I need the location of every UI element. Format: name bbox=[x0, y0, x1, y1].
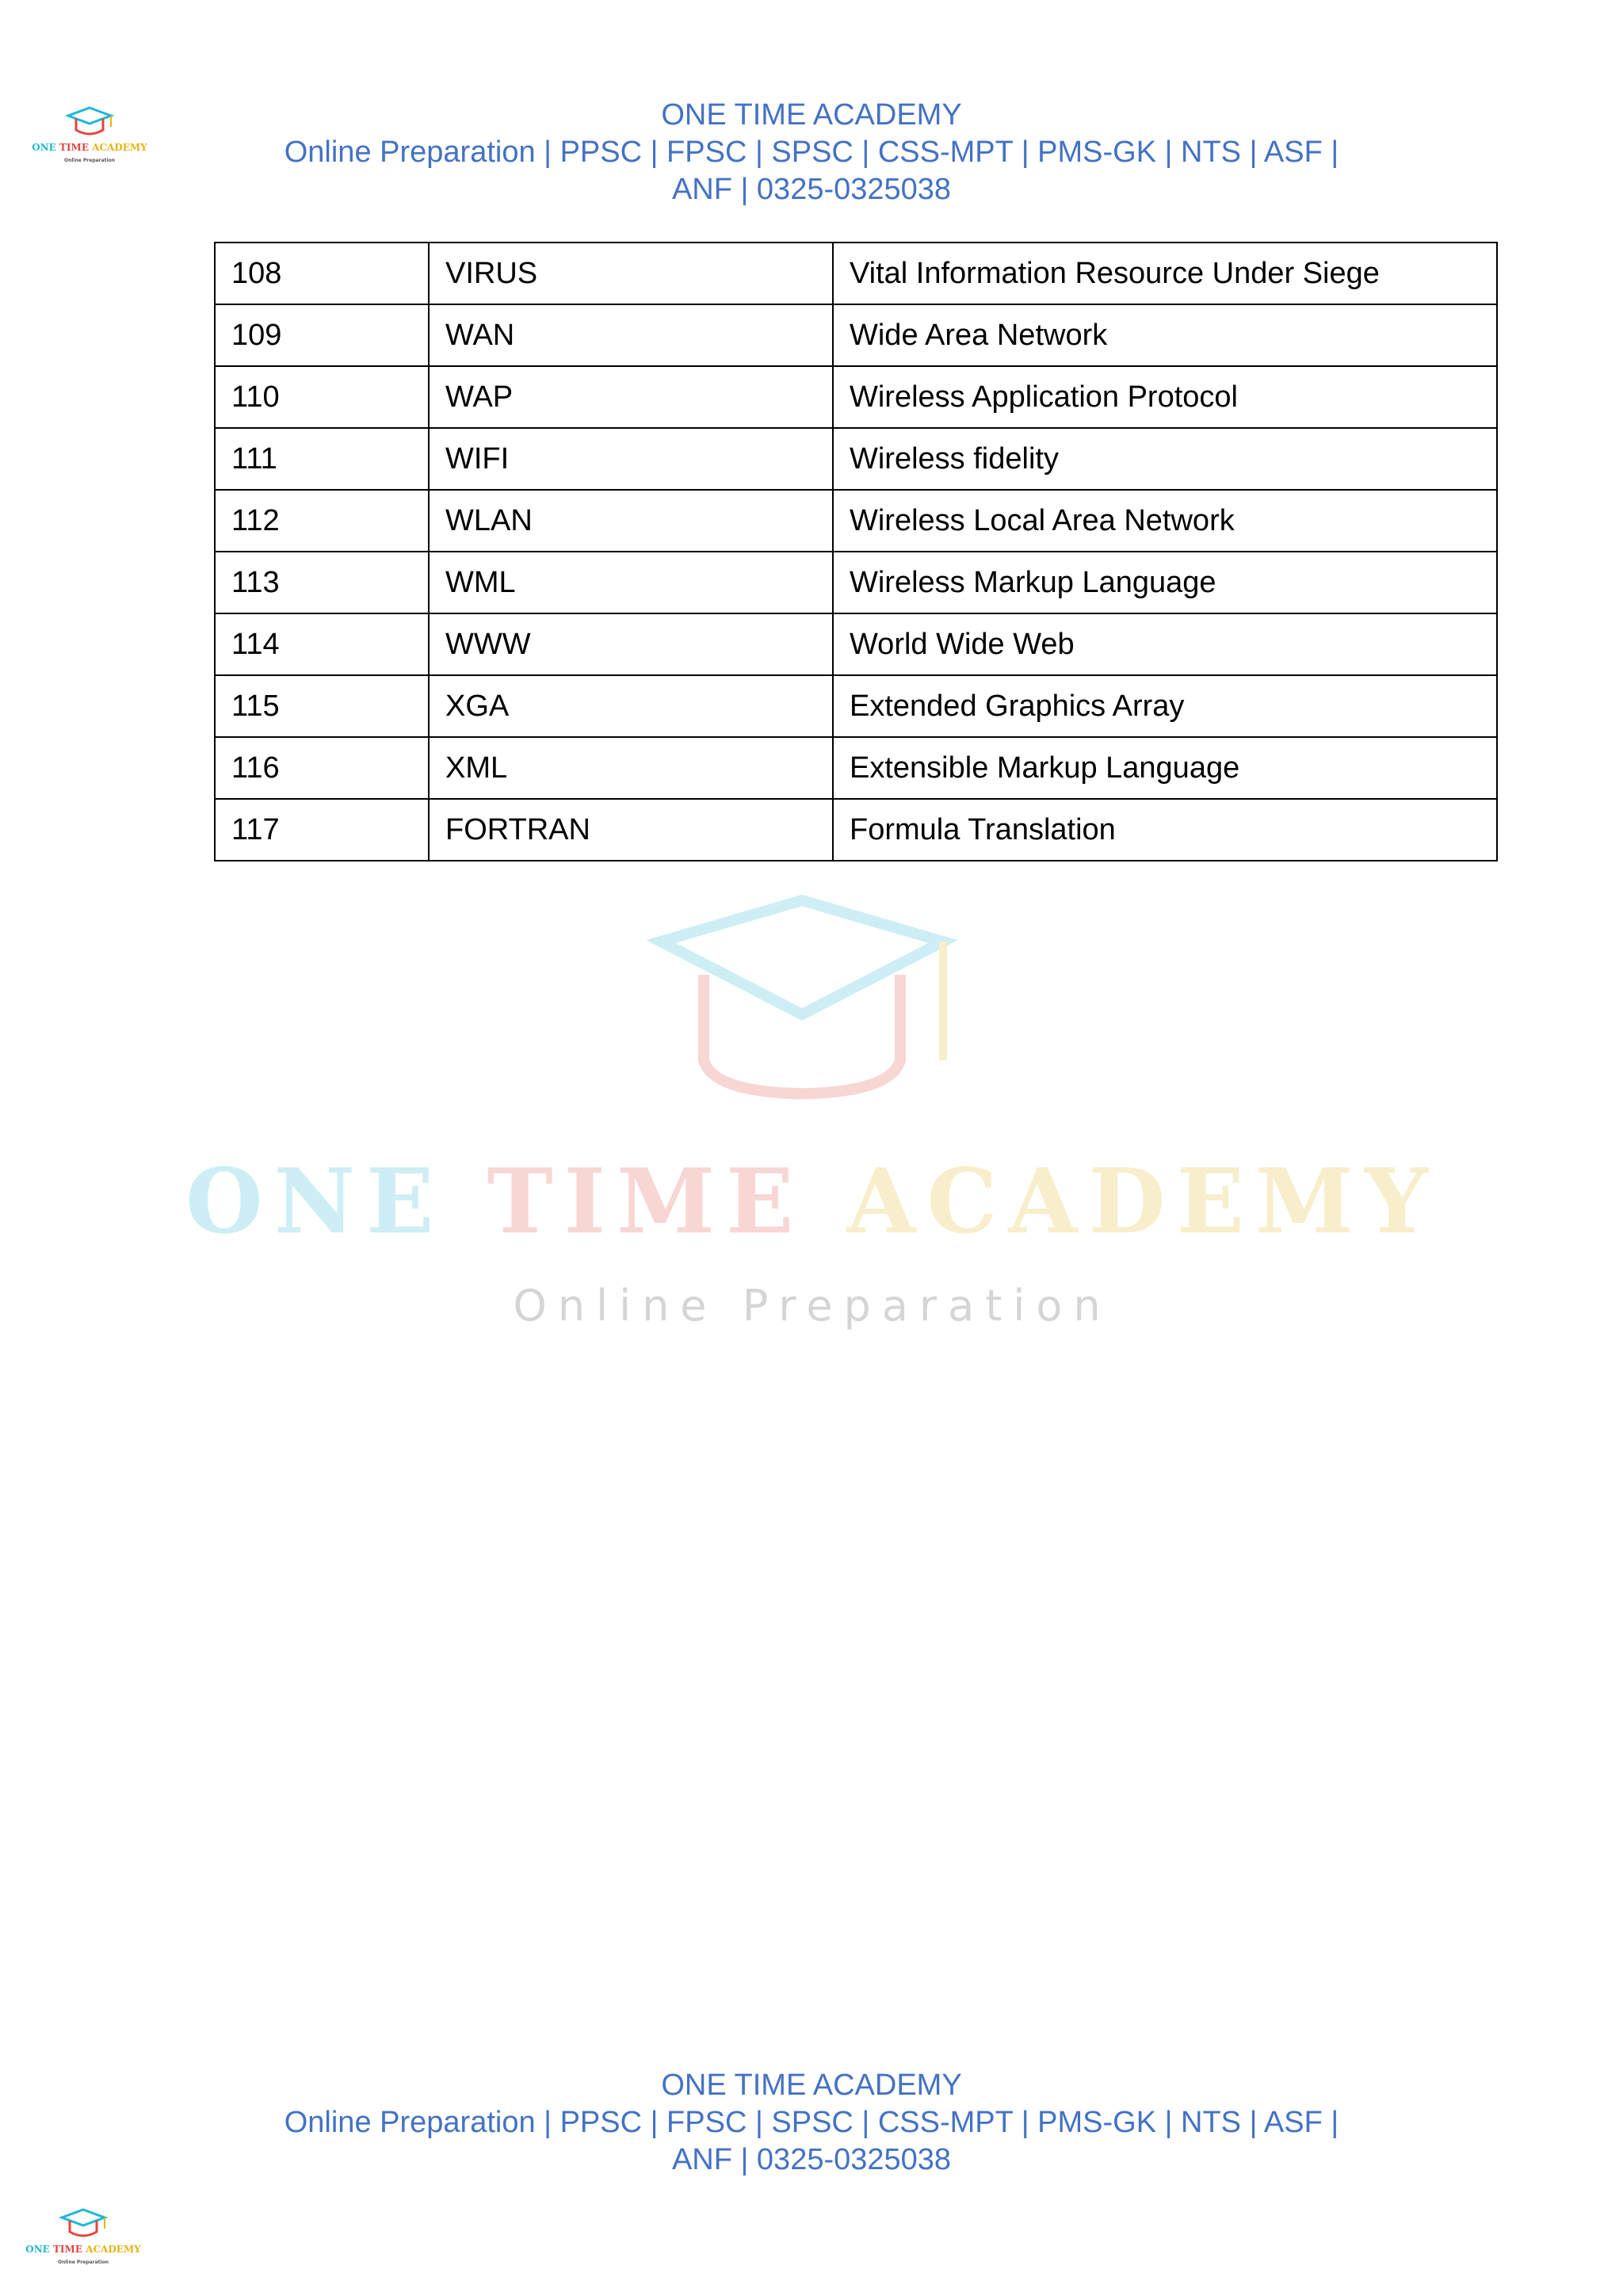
table-row bbox=[215, 613, 1497, 675]
table-row bbox=[215, 243, 1497, 304]
row-abbreviation: XML bbox=[429, 737, 833, 799]
svg-text:ONE TIME ACADEMY: ONE TIME ACADEMY bbox=[25, 2244, 141, 2255]
row-number: 117 bbox=[215, 799, 429, 861]
row-abbreviation: VIRUS bbox=[429, 243, 833, 304]
header-contact: ANF | 0325-0325038 bbox=[671, 173, 952, 206]
svg-text:Online Preparation: Online Preparation bbox=[63, 158, 116, 163]
row-abbreviation: WAN bbox=[429, 304, 833, 366]
row-full-form: Wireless Local Area Network bbox=[833, 490, 1497, 552]
row-abbreviation: WLAN bbox=[429, 490, 833, 552]
svg-text:ONE TIME ACADEMY: ONE TIME ACADEMY bbox=[32, 142, 147, 153]
table-row bbox=[215, 304, 1497, 366]
table-row bbox=[215, 366, 1497, 428]
row-number: 114 bbox=[215, 613, 429, 675]
row-full-form: Vital Information Resource Under Siege bbox=[833, 243, 1497, 304]
row-number: 112 bbox=[215, 490, 429, 552]
table-row bbox=[215, 490, 1497, 552]
row-full-form: Formula Translation bbox=[833, 799, 1497, 861]
row-abbreviation: WML bbox=[429, 552, 833, 613]
row-abbreviation: WIFI bbox=[429, 428, 833, 490]
table-row bbox=[215, 552, 1497, 613]
graduation-cap-icon bbox=[62, 2210, 105, 2225]
row-abbreviation: WWW bbox=[429, 613, 833, 675]
row-number: 110 bbox=[215, 366, 429, 428]
row-full-form: Wireless fidelity bbox=[833, 428, 1497, 490]
row-abbreviation: XGA bbox=[429, 675, 833, 737]
header-subtitle: Online Preparation | PPSC | FPSC | SPSC | CSS-MPT | PMS-GK | NTS | ASF | bbox=[284, 136, 1339, 169]
row-number: 108 bbox=[215, 243, 429, 304]
page-header bbox=[0, 97, 1623, 208]
academy-logo-bottom bbox=[16, 2203, 151, 2275]
footer-title: ONE TIME ACADEMY bbox=[661, 2069, 962, 2102]
svg-text:ONE TIME ACADEMY: ONE TIME ACADEMY bbox=[185, 1150, 1439, 1254]
row-full-form: Wireless Application Protocol bbox=[833, 366, 1497, 428]
row-full-form: Wide Area Network bbox=[833, 304, 1497, 366]
page-footer bbox=[0, 2067, 1623, 2179]
academy-watermark bbox=[185, 896, 1439, 1339]
row-full-form: Extensible Markup Language bbox=[833, 737, 1497, 799]
row-number: 113 bbox=[215, 552, 429, 613]
footer-contact: ANF | 0325-0325038 bbox=[671, 2143, 952, 2176]
row-number: 116 bbox=[215, 737, 429, 799]
svg-text:Online Preparation: Online Preparation bbox=[57, 2260, 109, 2265]
svg-text:Online Preparation: Online Preparation bbox=[513, 1281, 1112, 1331]
row-full-form: World Wide Web bbox=[833, 613, 1497, 675]
row-number: 109 bbox=[215, 304, 429, 366]
table-row bbox=[215, 799, 1497, 861]
row-number: 115 bbox=[215, 675, 429, 737]
table-row bbox=[215, 675, 1497, 737]
row-full-form: Wireless Markup Language bbox=[833, 552, 1497, 613]
row-abbreviation: WAP bbox=[429, 366, 833, 428]
table-row bbox=[215, 737, 1497, 799]
row-abbreviation: FORTRAN bbox=[429, 799, 833, 861]
header-title: ONE TIME ACADEMY bbox=[661, 98, 962, 132]
table-row bbox=[215, 428, 1497, 490]
footer-subtitle: Online Preparation | PPSC | FPSC | SPSC | CSS-MPT | PMS-GK | NTS | ASF | bbox=[284, 2106, 1339, 2139]
row-number: 111 bbox=[215, 428, 429, 490]
row-full-form: Extended Graphics Array bbox=[833, 675, 1497, 737]
acronym-table bbox=[214, 242, 1498, 861]
